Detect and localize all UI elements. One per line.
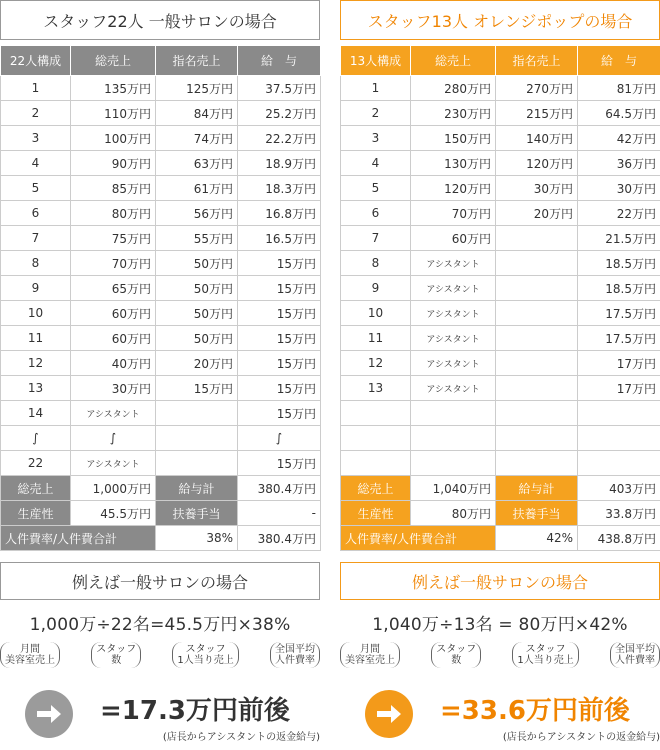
table-cell: 280万円 [411,76,496,101]
table-cell [341,401,411,426]
table-cell [496,401,578,426]
result-value: =33.6万円前後 [440,696,630,726]
table-cell: 7 [1,226,71,251]
formula-param-line: スタッフ [96,644,137,655]
table-row [341,226,660,251]
table-cell: 15万円 [238,376,321,401]
table-cell [496,351,578,376]
table-cell: 17万円 [578,351,660,376]
table-cell: 18.3万円 [238,176,321,201]
table-cell: 110万円 [71,101,156,126]
table-row [341,126,660,151]
table-cell [341,451,411,476]
formula-param-line: 全国平均 [274,644,315,655]
table-cell: 11 [1,326,71,351]
column-header: 給 与 [238,46,321,76]
table-cell [156,401,238,426]
column-header: 給 与 [578,46,660,76]
table-cell: 60万円 [71,326,156,351]
table-cell: 9 [1,276,71,301]
total-sales-label: 総売上 [1,476,71,501]
table-cell [341,426,411,451]
table-cell: 2 [341,101,411,126]
result-value: =17.3万円前後 [100,696,290,726]
table-cell: 90万円 [71,151,156,176]
table-cell [496,426,578,451]
formula: 1,040万÷13名 = 80万円×42% [372,615,628,635]
table-cell: 70万円 [71,251,156,276]
formula-param [340,642,400,668]
table-cell: 30万円 [578,176,660,201]
table-cell [156,426,238,451]
table-cell: 15万円 [238,301,321,326]
formula-param [512,642,578,668]
productivity-value: 45.5万円 [71,501,156,526]
formula-param-line: 美容室売上 [345,655,395,666]
table-cell: 215万円 [496,101,578,126]
table-cell: 17.5万円 [578,301,660,326]
table-cell: 84万円 [156,101,238,126]
table-cell: 15万円 [238,451,321,476]
total-sales-label: 総売上 [341,476,411,501]
salary-total-label: 給与計 [156,476,238,501]
table-cell [411,401,496,426]
table-cell: 120万円 [496,151,578,176]
table-cell [156,451,238,476]
table-cell: アシスタント [411,351,496,376]
formula-param-line: 全国平均 [614,644,655,655]
table-cell: 12 [1,351,71,376]
table-cell: 36万円 [578,151,660,176]
table-cell: 4 [341,151,411,176]
table-cell: 40万円 [71,351,156,376]
table-cell: 12 [341,351,411,376]
table-cell: 17.5万円 [578,326,660,351]
column-header: 総売上 [411,46,496,76]
result-note: (店長からアシスタントの返金給与) [162,732,320,743]
table-cell: 56万円 [156,201,238,226]
table-cell: 6 [341,201,411,226]
formula-param [172,642,238,668]
table-cell: 4 [1,151,71,176]
table-cell [496,326,578,351]
labor-label: 人件費率/人件費合計 [341,526,496,551]
table-cell: 13 [341,376,411,401]
table-row [1,401,321,426]
formula-param-line: 数 [451,655,462,666]
table-cell: 50万円 [156,276,238,301]
allowance-label: 扶養手当 [156,501,238,526]
table-header [1,46,321,76]
summary [341,476,660,551]
table-cell: 30万円 [496,176,578,201]
table-cell: 150万円 [411,126,496,151]
salary-total-value: 380.4万円 [238,476,321,501]
table-cell: 15万円 [238,276,321,301]
table-row [341,276,660,301]
labor-rate-value: 42% [496,526,578,551]
formula-param-line: 1人当り売上 [517,655,574,666]
table-cell: 15万円 [238,326,321,351]
table-cell [411,451,496,476]
table-cell: 5 [1,176,71,201]
table-cell: 18.9万円 [238,151,321,176]
table-cell: アシスタント [411,301,496,326]
table-cell: 65万円 [71,276,156,301]
formula-param-line: 月間 [360,644,380,655]
table-cell [496,301,578,326]
table-row [341,76,660,101]
table-row [341,451,660,476]
table-cell: 100万円 [71,126,156,151]
salary-total-label: 給与計 [496,476,578,501]
table-row [341,251,660,276]
total-sales-value: 1,000万円 [71,476,156,501]
summary-row-labor [1,526,321,551]
table-row [341,176,660,201]
formula-param-line: 美容室売上 [5,655,55,666]
formula-param-line: 人件費率 [274,655,315,666]
panel-general-salon [0,0,320,743]
table-cell [496,376,578,401]
formula-params [340,642,660,668]
labor-total-value: 380.4万円 [238,526,321,551]
formula-param-line: 月間 [20,644,40,655]
column-header: 指名売上 [496,46,578,76]
table-row [341,151,660,176]
table-cell: 10 [1,301,71,326]
table-cell: 50万円 [156,251,238,276]
table-cell: 125万円 [156,76,238,101]
table-row [1,76,321,101]
table-cell: 2 [1,101,71,126]
table-row [1,426,321,451]
table-cell: 80万円 [71,201,156,226]
formula-param [0,642,60,668]
table-cell: 21.5万円 [578,226,660,251]
labor-rate-value: 38% [156,526,238,551]
table-cell: アシスタント [71,401,156,426]
table-cell: 50万円 [156,301,238,326]
productivity-value: 80万円 [411,501,496,526]
table-cell: 8 [1,251,71,276]
formula-param [270,642,320,668]
table-cell: 16.5万円 [238,226,321,251]
table-cell [496,276,578,301]
table-row [1,276,321,301]
table-cell: 6 [1,201,71,226]
table-cell: 20万円 [496,201,578,226]
table-cell [496,226,578,251]
table-header [341,46,660,76]
table-cell: 22万円 [578,201,660,226]
example-title: 例えば一般サロンの場合 [340,562,660,600]
right-arrow-icon [365,690,413,738]
table-row [1,151,321,176]
table-row [1,126,321,151]
table-cell: 8 [341,251,411,276]
table-row [1,376,321,401]
table-cell: ∫ [71,426,156,451]
table-cell [578,401,660,426]
formula-param-line: 人件費率 [614,655,655,666]
table-cell: 42万円 [578,126,660,151]
summary-row-sales [1,476,321,501]
table-cell: 13 [1,376,71,401]
table-cell: 81万円 [578,76,660,101]
column-header: 13人構成 [341,46,411,76]
table-cell: 85万円 [71,176,156,201]
table-row [1,201,321,226]
summary [1,476,321,551]
table-row [1,326,321,351]
labor-label: 人件費率/人件費合計 [1,526,156,551]
table-row [1,226,321,251]
table-row [1,451,321,476]
table-cell: 11 [341,326,411,351]
table-row [341,201,660,226]
table-cell: 135万円 [71,76,156,101]
table-cell: アシスタント [411,326,496,351]
salary-table [340,45,660,551]
summary-row-productivity [1,501,321,526]
table-row [341,376,660,401]
table-cell: 64.5万円 [578,101,660,126]
panel-title: スタッフ22人 一般サロンの場合 [0,0,320,40]
formula-param-line: スタッフ [185,644,226,655]
summary-row-labor [341,526,660,551]
example-title: 例えば一般サロンの場合 [0,562,320,600]
table-cell [578,451,660,476]
table-cell: 120万円 [411,176,496,201]
table-cell: 50万円 [156,326,238,351]
salary-table [0,45,321,551]
productivity-label: 生産性 [341,501,411,526]
table-cell: 15万円 [156,376,238,401]
table-cell: 14 [1,401,71,426]
labor-total-value: 438.8万円 [578,526,660,551]
table-cell: 3 [1,126,71,151]
table-row [341,326,660,351]
table-cell: 7 [341,226,411,251]
table-cell: 15万円 [238,401,321,426]
table-cell: 70万円 [411,201,496,226]
table-cell: 10 [341,301,411,326]
table-row [341,301,660,326]
table-cell: アシスタント [71,451,156,476]
table-row [1,101,321,126]
table-cell: 37.5万円 [238,76,321,101]
table-cell: 60万円 [411,226,496,251]
table-cell: 18.5万円 [578,276,660,301]
table-cell: 60万円 [71,301,156,326]
table-row [341,401,660,426]
table-row [1,351,321,376]
allowance-value: 33.8万円 [578,501,660,526]
table-cell: 75万円 [71,226,156,251]
table-cell: 5 [341,176,411,201]
table-row [341,101,660,126]
formula-param-line: 1人当り売上 [177,655,234,666]
table-cell: 15万円 [238,251,321,276]
table-cell: 25.2万円 [238,101,321,126]
table-cell: 61万円 [156,176,238,201]
table-row [341,426,660,451]
table-cell: 9 [341,276,411,301]
table-cell: ∫ [238,426,321,451]
table-cell: アシスタント [411,276,496,301]
formula: 1,000万÷22名=45.5万円×38% [29,615,291,635]
table-cell: 16.8万円 [238,201,321,226]
formula-param [91,642,141,668]
table-cell: 18.5万円 [578,251,660,276]
table-row [1,176,321,201]
right-arrow-icon [25,690,73,738]
formula-params [0,642,320,668]
summary-row-sales [341,476,660,501]
table-cell: ∫ [1,426,71,451]
table-cell: 3 [341,126,411,151]
table-cell: 15万円 [238,351,321,376]
panel-orange-pop [340,0,660,743]
column-header: 総売上 [71,46,156,76]
table-cell: 20万円 [156,351,238,376]
total-sales-value: 1,040万円 [411,476,496,501]
table-cell [578,426,660,451]
table-cell: 63万円 [156,151,238,176]
table-cell [411,426,496,451]
table-cell: 17万円 [578,376,660,401]
table-cell: 55万円 [156,226,238,251]
formula-param-line: 数 [111,655,122,666]
summary-row-productivity [341,501,660,526]
panel-title: スタッフ13人 オレンジポップの場合 [340,0,660,40]
column-header: 指名売上 [156,46,238,76]
productivity-label: 生産性 [1,501,71,526]
table-cell: 1 [341,76,411,101]
formula-param [431,642,481,668]
table-cell [496,251,578,276]
allowance-label: 扶養手当 [496,501,578,526]
table-row [1,301,321,326]
table-cell: 230万円 [411,101,496,126]
table-cell: 1 [1,76,71,101]
table-cell: 22.2万円 [238,126,321,151]
formula-param [610,642,660,668]
table-cell: 140万円 [496,126,578,151]
salary-total-value: 403万円 [578,476,660,501]
table-cell [496,451,578,476]
table-cell: 30万円 [71,376,156,401]
table-cell: 130万円 [411,151,496,176]
table-row [341,351,660,376]
table-cell: 22 [1,451,71,476]
result-note: (店長からアシスタントの返金給与) [502,732,660,743]
table-cell: アシスタント [411,251,496,276]
column-header: 22人構成 [1,46,71,76]
formula-param-line: スタッフ [525,644,566,655]
table-cell: アシスタント [411,376,496,401]
formula-param-line: スタッフ [436,644,477,655]
allowance-value: - [238,501,321,526]
table-cell: 270万円 [496,76,578,101]
table-cell: 74万円 [156,126,238,151]
table-row [1,251,321,276]
